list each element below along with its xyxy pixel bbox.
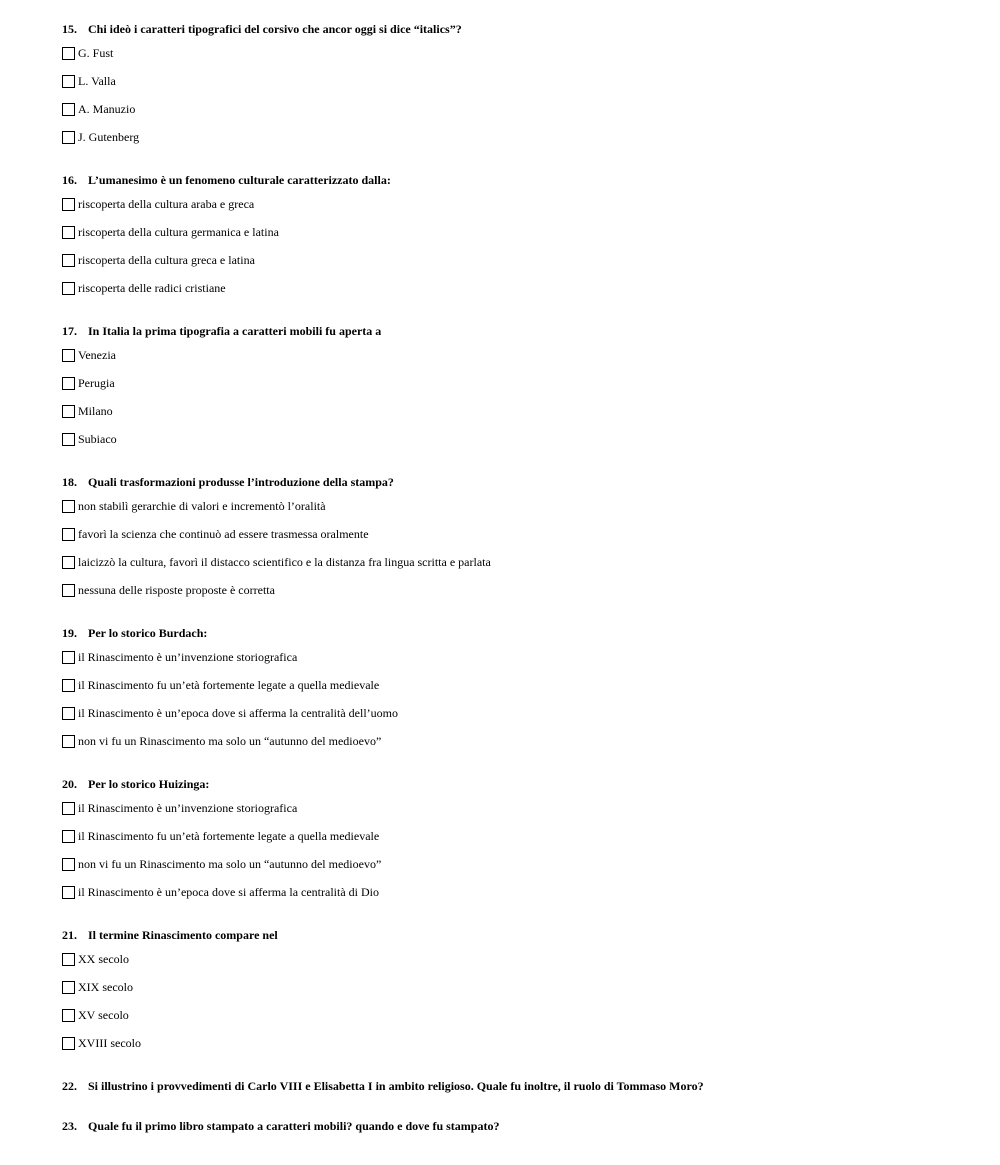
answer-option[interactable] bbox=[62, 677, 379, 693]
answer-checkbox[interactable] bbox=[62, 679, 75, 692]
answer-option[interactable] bbox=[62, 554, 491, 570]
answer-option[interactable] bbox=[62, 649, 297, 665]
answer-option[interactable] bbox=[62, 347, 116, 363]
question-text: Per lo storico Burdach: bbox=[88, 626, 208, 640]
answer-label: riscoperta della cultura greca e latina bbox=[78, 253, 255, 267]
answer-label: L. Valla bbox=[78, 74, 116, 88]
question-text: L’umanesimo è un fenomeno culturale caratterizzato dalla: bbox=[88, 173, 391, 187]
answer-checkbox[interactable] bbox=[62, 651, 75, 664]
answer-option[interactable] bbox=[62, 196, 254, 212]
question-number: 15. bbox=[62, 22, 77, 36]
answer-option[interactable] bbox=[62, 951, 129, 967]
answer-option[interactable] bbox=[62, 526, 369, 542]
answer-option[interactable] bbox=[62, 856, 381, 872]
answer-label: laicizzò la cultura, favorì il distacco scientifico e la distanza fra lingua scritta e parlata bbox=[78, 555, 491, 569]
question-17 bbox=[62, 324, 381, 338]
answer-checkbox[interactable] bbox=[62, 75, 75, 88]
question-text: Quale fu il primo libro stampato a caratteri mobili? quando e dove fu stampato? bbox=[88, 1119, 500, 1133]
answer-label: non vi fu un Rinascimento ma solo un “autunno del medioevo” bbox=[78, 857, 382, 871]
answer-option[interactable] bbox=[62, 582, 275, 598]
answer-option[interactable] bbox=[62, 252, 255, 268]
question-number: 22. bbox=[62, 1079, 77, 1093]
answer-checkbox[interactable] bbox=[62, 282, 75, 295]
answer-label: il Rinascimento è un’invenzione storiografica bbox=[78, 801, 298, 815]
answer-checkbox[interactable] bbox=[62, 1009, 75, 1022]
answer-checkbox[interactable] bbox=[62, 254, 75, 267]
question-16 bbox=[62, 173, 391, 187]
answer-checkbox[interactable] bbox=[62, 405, 75, 418]
answer-option[interactable] bbox=[62, 979, 133, 995]
answer-label: Perugia bbox=[78, 376, 115, 390]
question-text: Chi ideò i caratteri tipografici del corsivo che ancor oggi si dice “italics”? bbox=[88, 22, 462, 36]
question-18 bbox=[62, 475, 394, 489]
answer-checkbox[interactable] bbox=[62, 830, 75, 843]
answer-checkbox[interactable] bbox=[62, 556, 75, 569]
answer-option[interactable] bbox=[62, 705, 398, 721]
answer-option[interactable] bbox=[62, 45, 113, 61]
answer-label: il Rinascimento fu un’età fortemente legate a quella medievale bbox=[78, 678, 380, 692]
answer-checkbox[interactable] bbox=[62, 500, 75, 513]
answer-checkbox[interactable] bbox=[62, 858, 75, 871]
answer-label: XIX secolo bbox=[78, 980, 133, 994]
answer-label: il Rinascimento fu un’età fortemente legate a quella medievale bbox=[78, 829, 380, 843]
question-20 bbox=[62, 777, 209, 791]
question-number: 20. bbox=[62, 777, 77, 791]
question-number: 17. bbox=[62, 324, 77, 338]
answer-checkbox[interactable] bbox=[62, 802, 75, 815]
answer-checkbox[interactable] bbox=[62, 886, 75, 899]
answer-label: G. Fust bbox=[78, 46, 114, 60]
answer-checkbox[interactable] bbox=[62, 349, 75, 362]
answer-label: XVIII secolo bbox=[78, 1036, 141, 1050]
answer-checkbox[interactable] bbox=[62, 198, 75, 211]
answer-checkbox[interactable] bbox=[62, 707, 75, 720]
question-text: Il termine Rinascimento compare nel bbox=[88, 928, 278, 942]
question-text: Si illustrino i provvedimenti di Carlo VIII e Elisabetta I in ambito religioso. Quale fu inoltre, il ruolo di Tommaso Moro? bbox=[88, 1079, 704, 1093]
answer-checkbox[interactable] bbox=[62, 377, 75, 390]
answer-label: Milano bbox=[78, 404, 113, 418]
answer-label: il Rinascimento è un’invenzione storiografica bbox=[78, 650, 298, 664]
question-number: 18. bbox=[62, 475, 77, 489]
answer-label: non stabilì gerarchie di valori e incrementò l’oralità bbox=[78, 499, 326, 513]
answer-option[interactable] bbox=[62, 498, 326, 514]
answer-label: il Rinascimento è un’epoca dove si afferma la centralità dell’uomo bbox=[78, 706, 398, 720]
answer-option[interactable] bbox=[62, 280, 226, 296]
answer-checkbox[interactable] bbox=[62, 103, 75, 116]
answer-label: nessuna delle risposte proposte è corretta bbox=[78, 583, 275, 597]
answer-option[interactable] bbox=[62, 733, 381, 749]
question-number: 21. bbox=[62, 928, 77, 942]
answer-option[interactable] bbox=[62, 375, 115, 391]
answer-checkbox[interactable] bbox=[62, 226, 75, 239]
answer-option[interactable] bbox=[62, 800, 297, 816]
question-text: Quali trasformazioni produsse l’introduzione della stampa? bbox=[88, 475, 394, 489]
question-21 bbox=[62, 928, 278, 942]
answer-option[interactable] bbox=[62, 101, 135, 117]
question-text: Per lo storico Huizinga: bbox=[88, 777, 210, 791]
answer-option[interactable] bbox=[62, 73, 116, 89]
answer-option[interactable] bbox=[62, 129, 139, 145]
answer-option[interactable] bbox=[62, 403, 113, 419]
answer-label: Subiaco bbox=[78, 432, 117, 446]
question-number: 16. bbox=[62, 173, 77, 187]
answer-checkbox[interactable] bbox=[62, 981, 75, 994]
answer-checkbox[interactable] bbox=[62, 953, 75, 966]
question-22 bbox=[62, 1079, 704, 1093]
question-text: In Italia la prima tipografia a caratteri mobili fu aperta a bbox=[88, 324, 382, 338]
answer-checkbox[interactable] bbox=[62, 433, 75, 446]
answer-label: riscoperta della cultura araba e greca bbox=[78, 197, 255, 211]
answer-checkbox[interactable] bbox=[62, 131, 75, 144]
answer-label: non vi fu un Rinascimento ma solo un “autunno del medioevo” bbox=[78, 734, 382, 748]
answer-option[interactable] bbox=[62, 884, 379, 900]
answer-label: J. Gutenberg bbox=[78, 130, 140, 144]
answer-checkbox[interactable] bbox=[62, 1037, 75, 1050]
answer-label: riscoperta delle radici cristiane bbox=[78, 281, 226, 295]
question-15 bbox=[62, 22, 462, 36]
answer-label: il Rinascimento è un’epoca dove si afferma la centralità di Dio bbox=[78, 885, 380, 899]
answer-option[interactable] bbox=[62, 431, 117, 447]
answer-option[interactable] bbox=[62, 828, 379, 844]
answer-label: favorì la scienza che continuò ad essere trasmessa oralmente bbox=[78, 527, 369, 541]
question-number: 19. bbox=[62, 626, 77, 640]
answer-label: XX secolo bbox=[78, 952, 129, 966]
question-number: 23. bbox=[62, 1119, 77, 1133]
question-19 bbox=[62, 626, 207, 640]
answer-checkbox[interactable] bbox=[62, 528, 75, 541]
answer-label: riscoperta della cultura germanica e latina bbox=[78, 225, 279, 239]
answer-label: XV secolo bbox=[78, 1008, 129, 1022]
answer-option[interactable] bbox=[62, 224, 279, 240]
answer-label: A. Manuzio bbox=[78, 102, 136, 116]
answer-checkbox[interactable] bbox=[62, 47, 75, 60]
answer-option[interactable] bbox=[62, 1007, 129, 1023]
question-23 bbox=[62, 1119, 499, 1133]
answer-checkbox[interactable] bbox=[62, 584, 75, 597]
answer-label: Venezia bbox=[78, 348, 116, 362]
answer-checkbox[interactable] bbox=[62, 735, 75, 748]
answer-option[interactable] bbox=[62, 1035, 141, 1051]
